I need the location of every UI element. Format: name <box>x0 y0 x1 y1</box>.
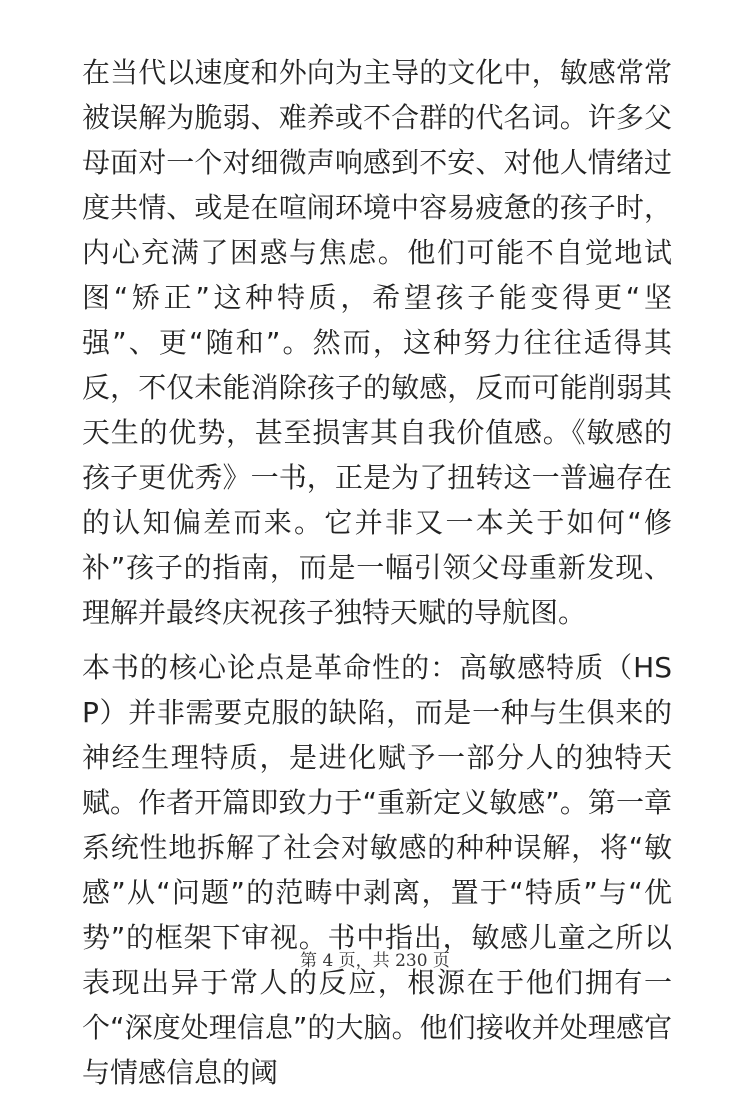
page-number-footer: 第 4 页，共 230 页 <box>300 951 450 971</box>
paragraph-2: 本书的核心论点是革命性的：高敏感特质（HSP）并非需要克服的缺陷，而是一种与生俱来的神经生理特质，是进化赋予一部分人的独特天赋。作者开篇即致力于“重新定义敏感”。第一章系统性地拆解了社会对敏感的种种误解，将“敏感”从“问题”的范畴中剥离，置于“特质”与“优势”的框架下审视。书中指出，敏感儿童之所以表现出异于常人的反应，根源在于他们拥有一个“深度处理信息”的大脑。他们接收并处理感官与情感信息的阈 <box>82 651 672 1089</box>
paragraph-1: 在当代以速度和外向为主导的文化中，敏感常常被误解为脆弱、难养或不合群的代名词。许多父母面对一个对细微声响感到不安、对他人情绪过度共情、或是在喧闹环境中容易疲惫的孩子时，内心充满了困惑与焦虑。他们可能不自觉地试图“矫正”这种特质，希望孩子能变得更“坚强”、更“随和”。然而，这种努力往往适得其反，不仅未能消除孩子的敏感，反而可能削弱其天生的优势，甚至损害其自我价值感。《敏感的孩子更优秀》一书，正是为了扭转这一普遍存在的认知偏差而来。它并非又一本关于如何“修补”孩子的指南，而是一幅引领父母重新发现、理解并最终庆祝孩子独特天赋的导航图。 <box>82 56 672 629</box>
